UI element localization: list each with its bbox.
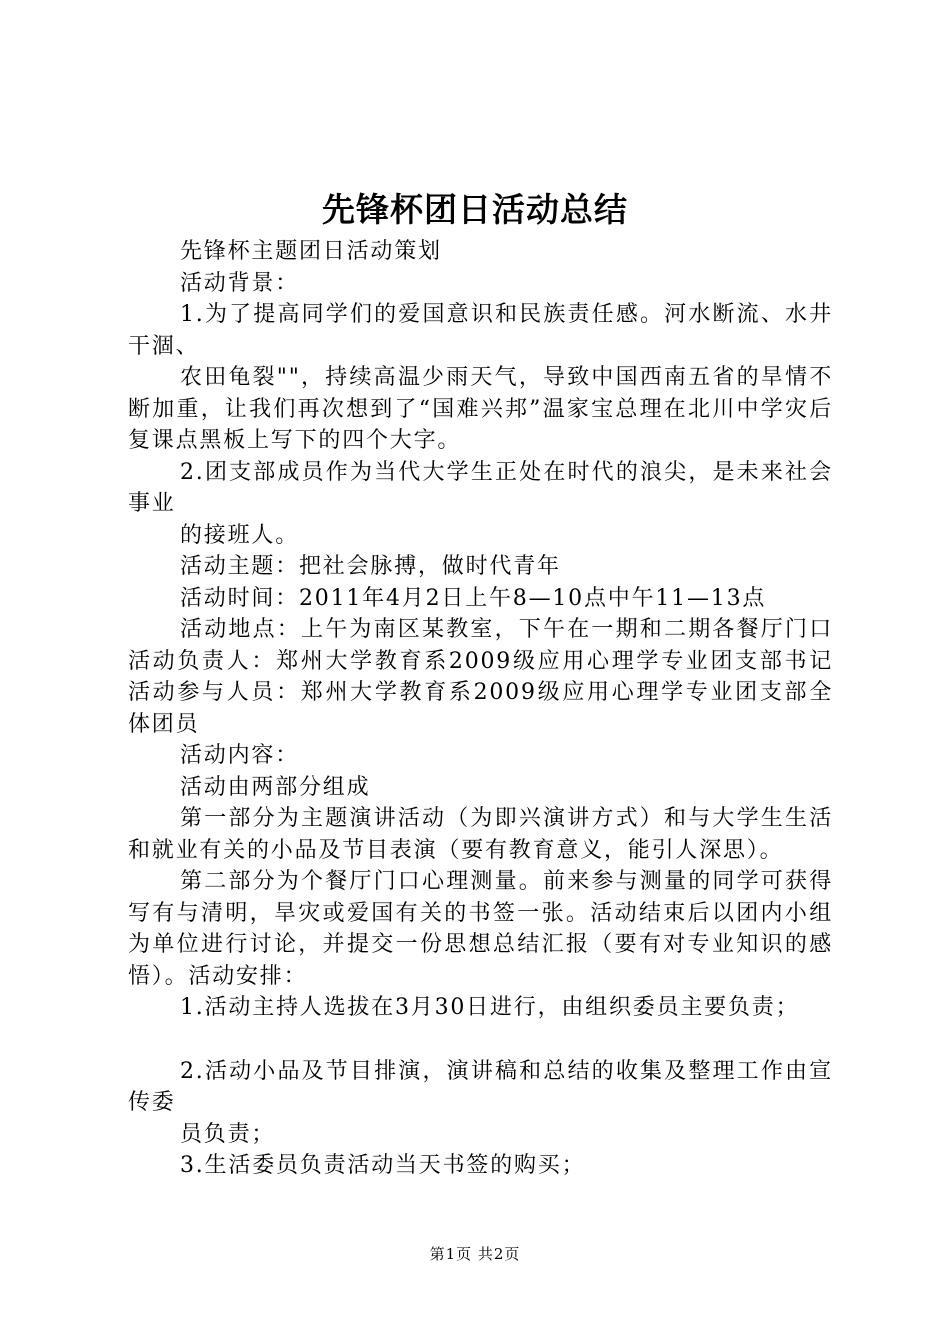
paragraph: 活动主题：把社会脉搏，做时代青年 [180,554,561,579]
paragraph: 农田龟裂""，持续高温少雨天气，导致中国西南五省的旱情不断加重，让我们再次想到了“国难兴邦”温家宝总理在北川中学灾后复课点黑板上写下的四个大字。 [128,365,833,453]
document-body [128,236,833,1182]
paragraph: 活动时间：2011年4月2日上午8—10点中午11—13点 [180,585,767,611]
paragraph: 活动背景： [180,270,300,296]
document-title: 先锋杯团日活动总结 [322,190,628,229]
paragraph: 的接班人。 [180,522,300,548]
paragraph: 1.为了提高同学们的爱国意识和民族责任感。河水断流、水井干涸、 [128,302,833,359]
paragraph: 第二部分为个餐厅门口心理测量。前来参与测量的同学可获得写有与清明，旱灾或爱国有关的书签一张。活动结束后以团内小组为单位进行讨论，并提交一份思想总结汇报（要有对专业知识的感悟）。活动安排： [128,869,833,989]
page-footer: 第1页 共2页 [429,1245,521,1263]
paragraph: 活动地点：上午为南区某教室，下午在一期和二期各餐厅门口活动负责人：郑州大学教育系2009级应用心理学专业团支部书记活动参与人员：郑州大学教育系2009级应用心理学专业团支部全体团员 [128,617,833,737]
paragraph: 3.生活委员负责活动当天书签的购买； [180,1153,586,1178]
paragraph: 先锋杯主题团日活动策划 [180,239,442,264]
paragraph: 活动内容： [180,743,300,768]
paragraph: 第一部分为主题演讲活动（为即兴演讲方式）和与大学生生活和就业有关的小品及节目表演（要有教育意义，能引人深思）。 [128,806,833,863]
paragraph: 2.活动小品及节目排演，演讲稿和总结的收集及整理工作由宣传委 [128,1058,833,1115]
paragraph: 1.活动主持人选拔在3月30日进行，由组织委员主要负责； [180,995,800,1020]
paragraph: 2.团支部成员作为当代大学生正处在时代的浪尖，是未来社会事业 [128,459,833,516]
paragraph: 员负责； [180,1121,276,1147]
paragraph: 活动由两部分组成 [180,774,371,800]
